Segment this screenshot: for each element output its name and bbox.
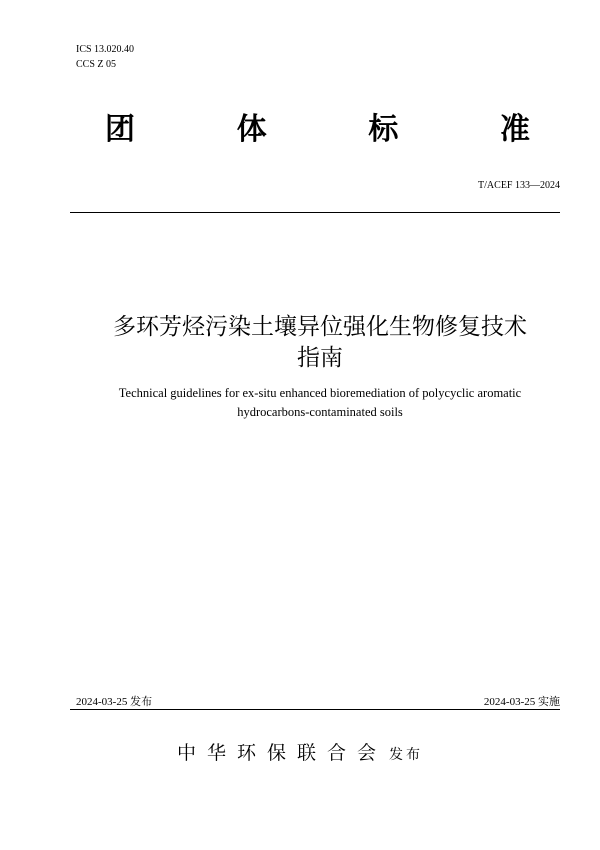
bottom-divider (70, 709, 560, 710)
classification-codes (76, 42, 134, 72)
issuer (0, 738, 600, 765)
chinese-title (40, 312, 600, 374)
standard-type-char-1: 团 (105, 112, 135, 147)
issuer-organization: 中华环保联合会 (176, 742, 387, 764)
standard-type-char-2: 体 (236, 112, 267, 147)
standard-type-char-3: 标 (368, 112, 399, 147)
english-title-line-1: Technical guidelines for ex-situ enhanced bioremediation of polycyclic aromatic (118, 386, 522, 400)
standard-number: T/ACEF 133—2024 (478, 180, 560, 191)
chinese-title-line-2: 指南 (297, 345, 343, 371)
implementation-date: 2024-03-25 实施 (483, 696, 560, 708)
standard-type-char-4: 准 (499, 112, 530, 147)
english-title (40, 384, 600, 422)
issue-date: 2024-03-25 发布 (76, 696, 153, 708)
issuer-action: 发布 (389, 747, 423, 763)
chinese-title-line-1: 多环芳烃污染土壤异位强化生物修复技术 (113, 314, 527, 340)
english-title-line-2: hydrocarbons-contaminated soils (237, 405, 403, 419)
ics-code: ICS 13.020.40 (76, 44, 135, 55)
top-divider (70, 212, 560, 213)
ccs-code: CCS Z 05 (76, 59, 117, 70)
standard-type-heading (105, 112, 530, 148)
